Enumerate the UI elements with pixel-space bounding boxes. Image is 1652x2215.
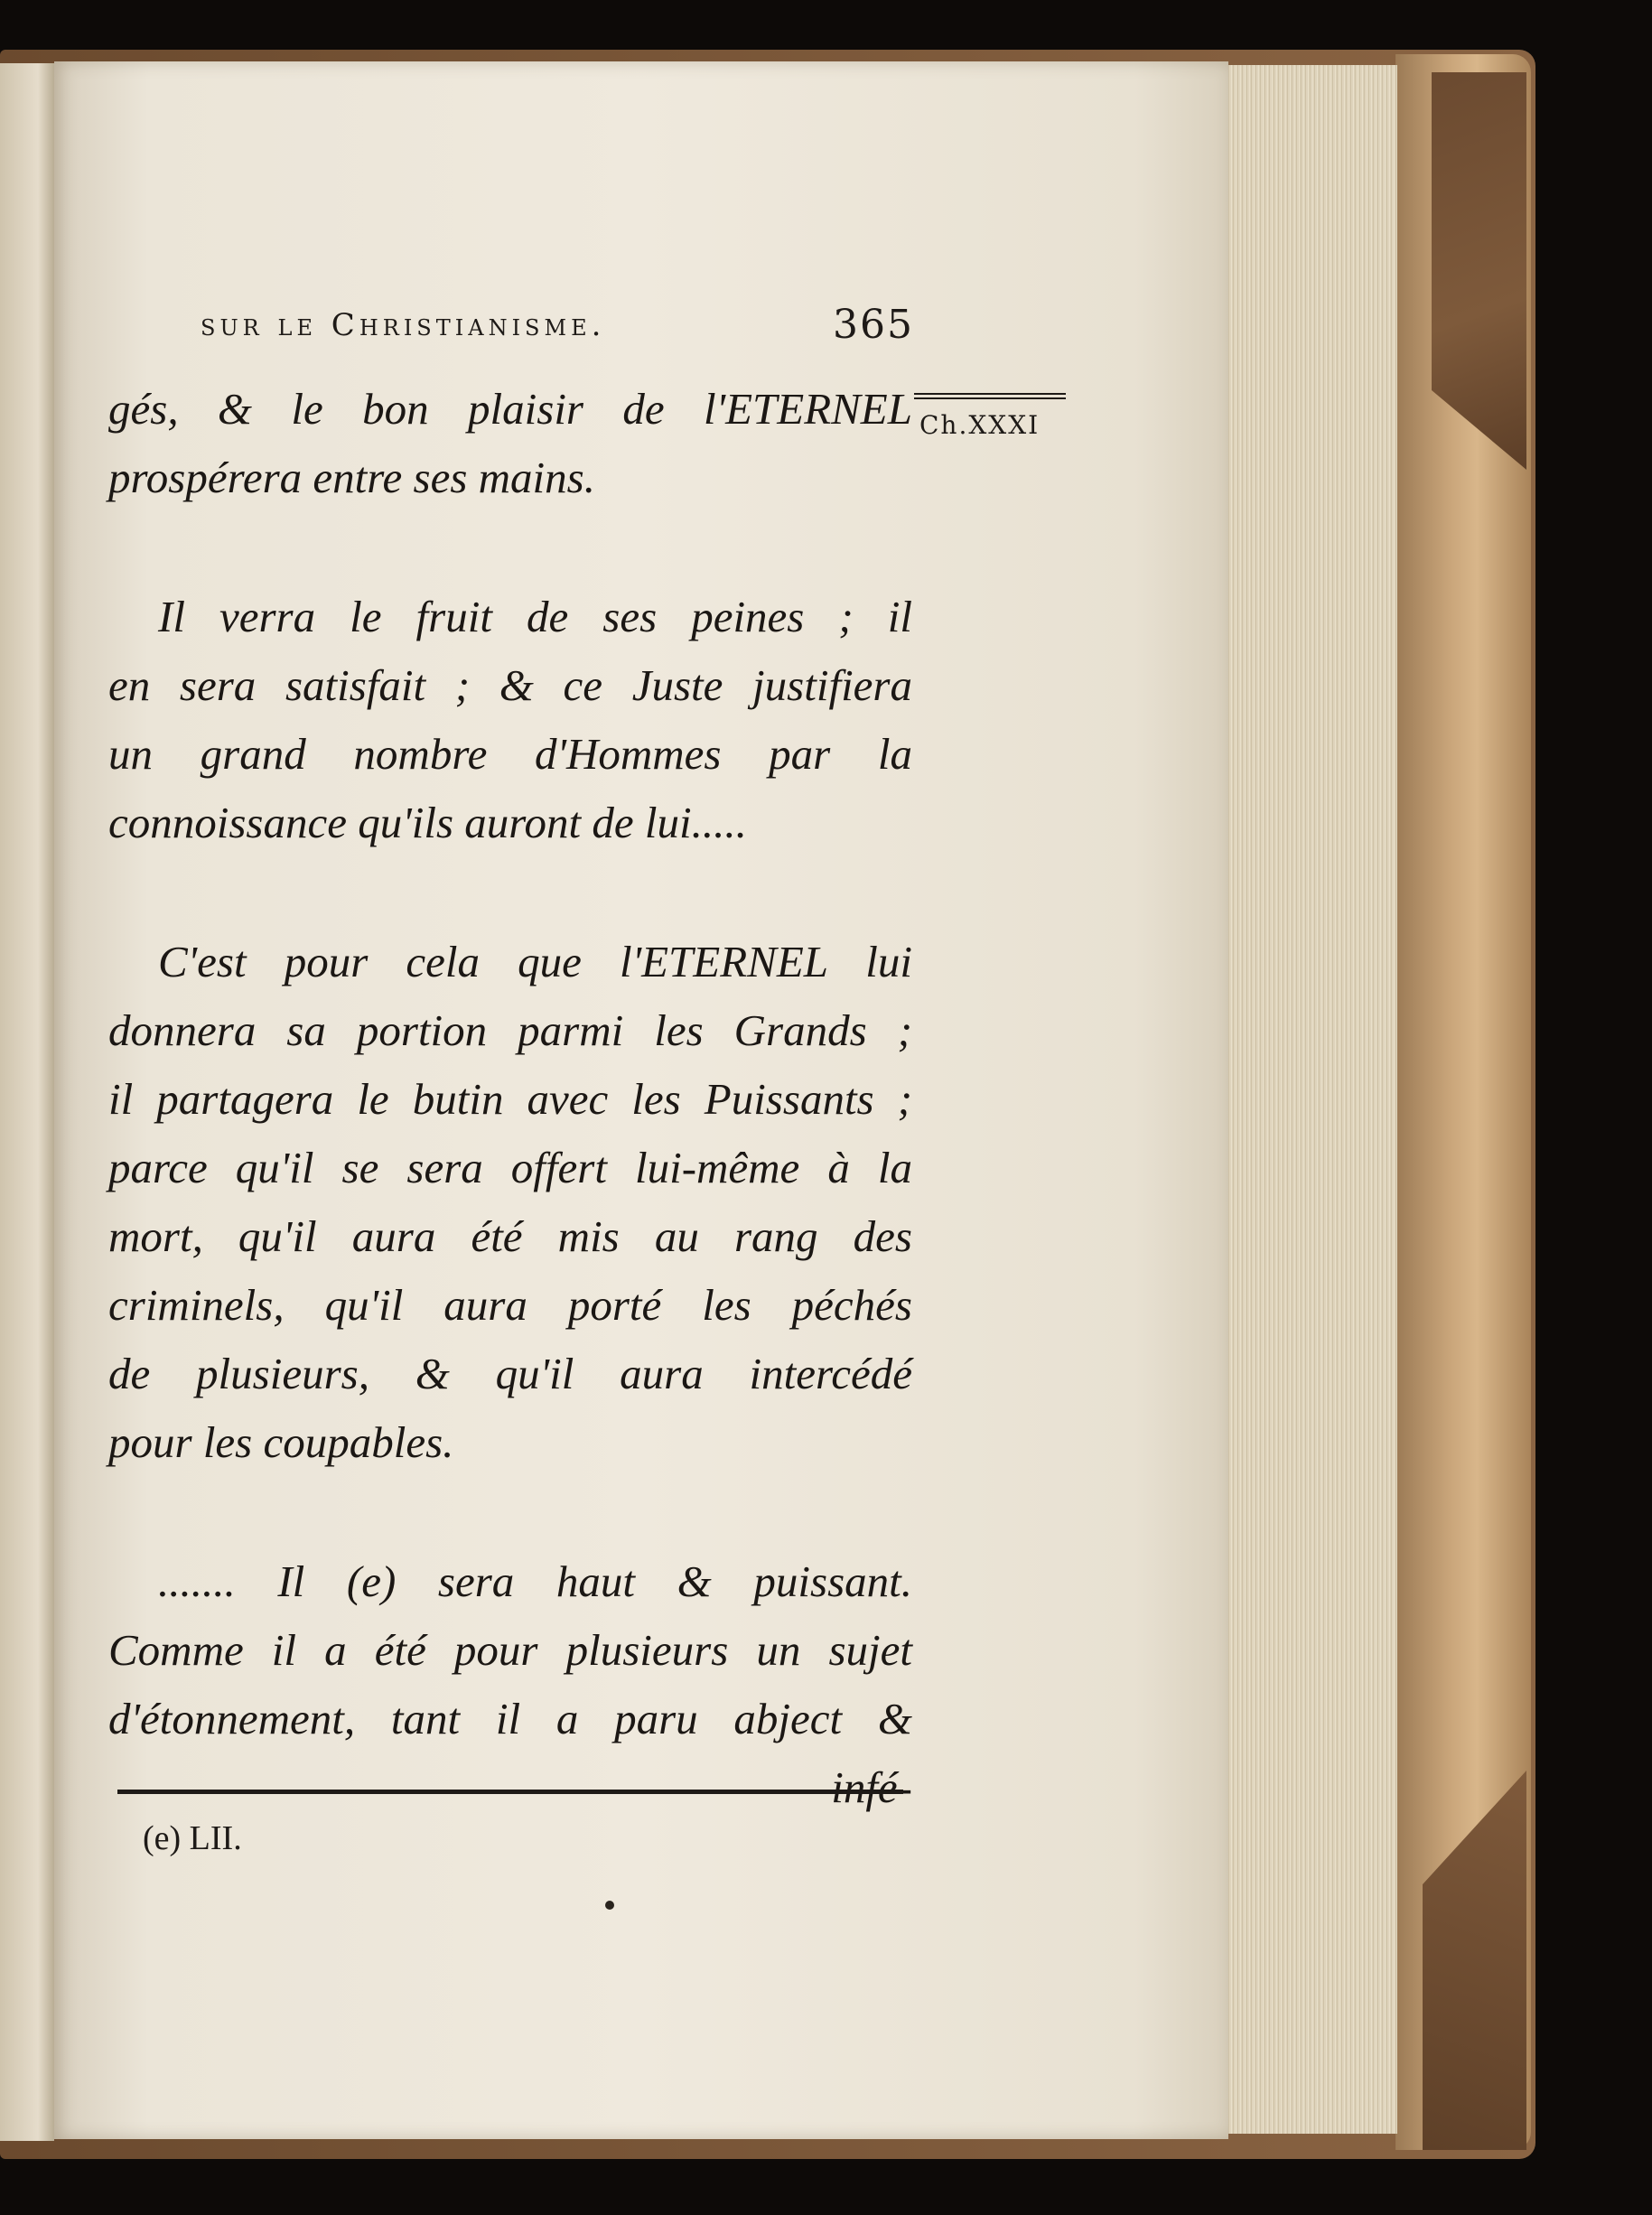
paragraph xyxy=(108,1547,912,1822)
paragraph xyxy=(108,375,912,512)
text-line: de plusieurs, & qu'il aura intercédé xyxy=(108,1349,912,1398)
paragraph xyxy=(108,583,912,857)
chapter-margin-note xyxy=(914,393,1066,457)
text-line: prospérera entre ses mains. xyxy=(108,453,595,502)
footnote: (e) LII. xyxy=(143,1819,242,1857)
chapter-label: Ch.XXXI xyxy=(919,410,1041,440)
text-line: donnera sa portion parmi les Grands ; xyxy=(108,1005,912,1055)
catchword: infé- xyxy=(831,1762,912,1812)
page-block-edges xyxy=(1224,65,1397,2134)
footnote-rule xyxy=(117,1790,903,1794)
text-line: ....... Il (e) sera haut & puissant. xyxy=(158,1556,912,1606)
text-line: mort, qu'il aura été mis au rang des xyxy=(108,1211,912,1261)
page-number: 365 xyxy=(833,302,914,348)
ink-dot xyxy=(605,1901,614,1910)
text-line: d'étonnement, tant il a paru abject & xyxy=(108,1694,912,1743)
text-line: pour les coupables. xyxy=(108,1417,454,1467)
running-header xyxy=(201,298,914,352)
text-line: un grand nombre d'Hommes par la xyxy=(108,729,912,779)
text-line: criminels, qu'il aura porté les péchés xyxy=(108,1280,912,1330)
text-line: C'est pour cela que l'ETERNEL lui xyxy=(158,937,912,986)
text-line: il partagera le butin avec les Puissants ; xyxy=(108,1074,912,1124)
page-body xyxy=(108,375,912,1822)
text-line: gés, & le bon plaisir de l'ETERNEL xyxy=(108,384,912,434)
text-line: Il verra le fruit de ses peines ; il xyxy=(158,592,912,641)
paragraph xyxy=(108,928,912,1477)
text-line: parce qu'il se sera offert lui-même à la xyxy=(108,1143,912,1192)
running-title: sur le Christianisme. xyxy=(201,307,606,343)
left-page-edge xyxy=(0,63,54,2141)
text-line: Comme il a été pour plusieurs un sujet xyxy=(108,1625,912,1675)
text-line: connoissance qu'ils auront de lui..... xyxy=(108,798,747,847)
text-line: en sera satisfait ; & ce Juste justifiera xyxy=(108,660,912,710)
